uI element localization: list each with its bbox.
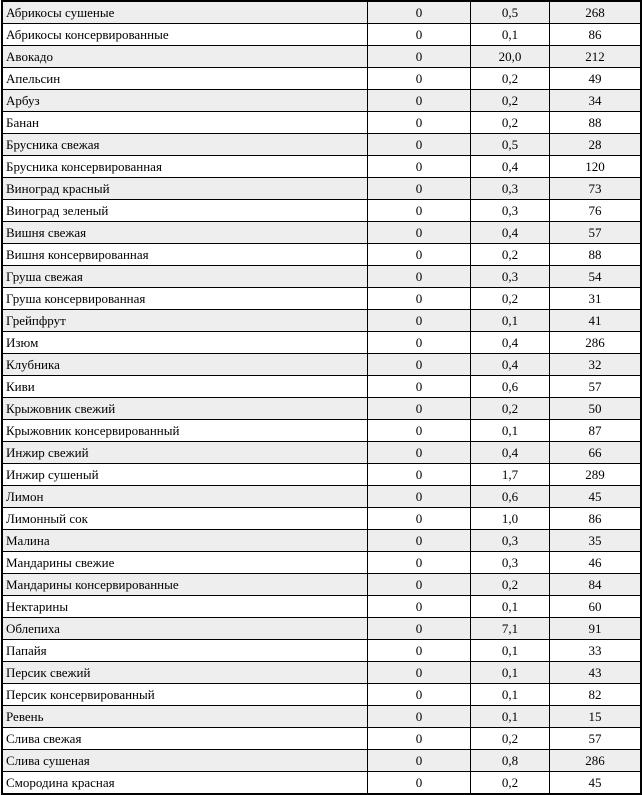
table-row	[2, 640, 641, 662]
table-row	[2, 1, 641, 24]
table-row	[2, 200, 641, 222]
value1-cell: 0	[368, 728, 471, 750]
value1-cell: 0	[368, 46, 471, 68]
value1-cell: 0	[368, 288, 471, 310]
value2-cell: 0,2	[471, 728, 550, 750]
table-row	[2, 178, 641, 200]
food-name-cell: Грейпфрут	[2, 310, 368, 332]
value2-cell: 0,1	[471, 684, 550, 706]
calories-cell: 88	[550, 112, 642, 134]
calories-cell: 120	[550, 156, 642, 178]
table-row	[2, 266, 641, 288]
calories-cell: 289	[550, 464, 642, 486]
value1-cell: 0	[368, 486, 471, 508]
calories-cell: 82	[550, 684, 642, 706]
food-name-cell: Груша свежая	[2, 266, 368, 288]
calories-cell: 57	[550, 728, 642, 750]
value1-cell: 0	[368, 508, 471, 530]
table-row	[2, 420, 641, 442]
value1-cell: 0	[368, 530, 471, 552]
food-name-cell: Вишня свежая	[2, 222, 368, 244]
value1-cell: 0	[368, 596, 471, 618]
calories-cell: 41	[550, 310, 642, 332]
value2-cell: 0,4	[471, 442, 550, 464]
value2-cell: 0,3	[471, 552, 550, 574]
table-row	[2, 530, 641, 552]
table-row	[2, 618, 641, 640]
food-name-cell: Смородина красная	[2, 772, 368, 795]
food-name-cell: Арбуз	[2, 90, 368, 112]
nutrition-table-body	[2, 1, 641, 794]
table-row	[2, 354, 641, 376]
food-name-cell: Брусника консервированная	[2, 156, 368, 178]
calories-cell: 66	[550, 442, 642, 464]
calories-cell: 286	[550, 750, 642, 772]
food-name-cell: Слива свежая	[2, 728, 368, 750]
food-name-cell: Персик консервированный	[2, 684, 368, 706]
value1-cell: 0	[368, 706, 471, 728]
value2-cell: 0,3	[471, 266, 550, 288]
food-name-cell: Банан	[2, 112, 368, 134]
value2-cell: 0,1	[471, 420, 550, 442]
value2-cell: 0,6	[471, 486, 550, 508]
calories-cell: 91	[550, 618, 642, 640]
calories-cell: 45	[550, 772, 642, 795]
table-row	[2, 706, 641, 728]
food-name-cell: Мандарины консервированные	[2, 574, 368, 596]
food-name-cell: Клубника	[2, 354, 368, 376]
calories-cell: 60	[550, 596, 642, 618]
food-name-cell: Виноград красный	[2, 178, 368, 200]
calories-cell: 88	[550, 244, 642, 266]
table-row	[2, 134, 641, 156]
food-name-cell: Изюм	[2, 332, 368, 354]
value2-cell: 0,2	[471, 244, 550, 266]
table-row	[2, 68, 641, 90]
table-row	[2, 574, 641, 596]
table-row	[2, 772, 641, 795]
value1-cell: 0	[368, 24, 471, 46]
table-row	[2, 552, 641, 574]
calories-cell: 43	[550, 662, 642, 684]
value1-cell: 0	[368, 134, 471, 156]
table-row	[2, 596, 641, 618]
value2-cell: 0,1	[471, 662, 550, 684]
value2-cell: 0,4	[471, 222, 550, 244]
calories-cell: 84	[550, 574, 642, 596]
value1-cell: 0	[368, 376, 471, 398]
table-row	[2, 464, 641, 486]
value2-cell: 0,2	[471, 288, 550, 310]
food-name-cell: Лимон	[2, 486, 368, 508]
calories-cell: 212	[550, 46, 642, 68]
value1-cell: 0	[368, 662, 471, 684]
table-row	[2, 46, 641, 68]
food-name-cell: Малина	[2, 530, 368, 552]
value2-cell: 0,4	[471, 332, 550, 354]
food-name-cell: Инжир свежий	[2, 442, 368, 464]
food-name-cell: Апельсин	[2, 68, 368, 90]
food-name-cell: Груша консервированная	[2, 288, 368, 310]
table-row	[2, 442, 641, 464]
value1-cell: 0	[368, 750, 471, 772]
value2-cell: 0,2	[471, 90, 550, 112]
value1-cell: 0	[368, 420, 471, 442]
value2-cell: 0,6	[471, 376, 550, 398]
value1-cell: 0	[368, 354, 471, 376]
table-row	[2, 156, 641, 178]
food-name-cell: Киви	[2, 376, 368, 398]
value1-cell: 0	[368, 266, 471, 288]
calories-cell: 50	[550, 398, 642, 420]
value2-cell: 0,1	[471, 640, 550, 662]
value1-cell: 0	[368, 1, 471, 24]
calories-cell: 49	[550, 68, 642, 90]
food-name-cell: Авокадо	[2, 46, 368, 68]
value1-cell: 0	[368, 112, 471, 134]
table-row	[2, 332, 641, 354]
table-row	[2, 750, 641, 772]
value1-cell: 0	[368, 618, 471, 640]
food-name-cell: Облепиха	[2, 618, 368, 640]
table-row	[2, 244, 641, 266]
food-name-cell: Ревень	[2, 706, 368, 728]
calories-cell: 57	[550, 376, 642, 398]
table-row	[2, 24, 641, 46]
calories-cell: 76	[550, 200, 642, 222]
calories-cell: 45	[550, 486, 642, 508]
table-row	[2, 310, 641, 332]
table-row	[2, 662, 641, 684]
value1-cell: 0	[368, 68, 471, 90]
value1-cell: 0	[368, 90, 471, 112]
calories-cell: 33	[550, 640, 642, 662]
value1-cell: 0	[368, 156, 471, 178]
table-row	[2, 112, 641, 134]
value1-cell: 0	[368, 310, 471, 332]
value2-cell: 0,4	[471, 354, 550, 376]
calories-cell: 73	[550, 178, 642, 200]
value2-cell: 1,0	[471, 508, 550, 530]
food-name-cell: Крыжовник свежий	[2, 398, 368, 420]
value2-cell: 0,3	[471, 200, 550, 222]
food-name-cell: Инжир сушеный	[2, 464, 368, 486]
table-row	[2, 684, 641, 706]
value1-cell: 0	[368, 772, 471, 795]
calories-cell: 28	[550, 134, 642, 156]
table-row	[2, 486, 641, 508]
value1-cell: 0	[368, 222, 471, 244]
calories-cell: 86	[550, 508, 642, 530]
table-row	[2, 376, 641, 398]
nutrition-table	[1, 0, 642, 795]
value2-cell: 0,1	[471, 706, 550, 728]
food-name-cell: Мандарины свежие	[2, 552, 368, 574]
value2-cell: 0,2	[471, 574, 550, 596]
table-row	[2, 728, 641, 750]
value2-cell: 0,5	[471, 1, 550, 24]
value2-cell: 0,3	[471, 178, 550, 200]
value1-cell: 0	[368, 244, 471, 266]
value1-cell: 0	[368, 464, 471, 486]
food-name-cell: Виноград зеленый	[2, 200, 368, 222]
food-name-cell: Лимонный сок	[2, 508, 368, 530]
table-row	[2, 508, 641, 530]
value2-cell: 0,2	[471, 68, 550, 90]
value2-cell: 20,0	[471, 46, 550, 68]
calories-cell: 268	[550, 1, 642, 24]
value1-cell: 0	[368, 684, 471, 706]
calories-cell: 54	[550, 266, 642, 288]
value1-cell: 0	[368, 442, 471, 464]
calories-cell: 31	[550, 288, 642, 310]
value2-cell: 7,1	[471, 618, 550, 640]
calories-cell: 57	[550, 222, 642, 244]
calories-cell: 86	[550, 24, 642, 46]
calories-cell: 15	[550, 706, 642, 728]
food-name-cell: Крыжовник консервированный	[2, 420, 368, 442]
food-name-cell: Слива сушеная	[2, 750, 368, 772]
value1-cell: 0	[368, 574, 471, 596]
food-name-cell: Нектарины	[2, 596, 368, 618]
value1-cell: 0	[368, 398, 471, 420]
food-name-cell: Персик свежий	[2, 662, 368, 684]
value2-cell: 0,1	[471, 24, 550, 46]
food-name-cell: Брусника свежая	[2, 134, 368, 156]
value2-cell: 0,4	[471, 156, 550, 178]
value1-cell: 0	[368, 200, 471, 222]
calories-cell: 32	[550, 354, 642, 376]
value2-cell: 0,2	[471, 112, 550, 134]
table-row	[2, 90, 641, 112]
value1-cell: 0	[368, 552, 471, 574]
value2-cell: 0,1	[471, 596, 550, 618]
value2-cell: 0,2	[471, 772, 550, 795]
value2-cell: 0,3	[471, 530, 550, 552]
food-name-cell: Папайя	[2, 640, 368, 662]
value1-cell: 0	[368, 178, 471, 200]
value2-cell: 0,8	[471, 750, 550, 772]
calories-cell: 286	[550, 332, 642, 354]
calories-cell: 87	[550, 420, 642, 442]
value1-cell: 0	[368, 640, 471, 662]
calories-cell: 46	[550, 552, 642, 574]
value2-cell: 0,5	[471, 134, 550, 156]
food-name-cell: Абрикосы сушеные	[2, 1, 368, 24]
value1-cell: 0	[368, 332, 471, 354]
food-name-cell: Абрикосы консервированные	[2, 24, 368, 46]
food-name-cell: Вишня консервированная	[2, 244, 368, 266]
calories-cell: 35	[550, 530, 642, 552]
calories-cell: 34	[550, 90, 642, 112]
value2-cell: 0,1	[471, 310, 550, 332]
table-row	[2, 288, 641, 310]
table-row	[2, 398, 641, 420]
value2-cell: 1,7	[471, 464, 550, 486]
table-row	[2, 222, 641, 244]
value2-cell: 0,2	[471, 398, 550, 420]
